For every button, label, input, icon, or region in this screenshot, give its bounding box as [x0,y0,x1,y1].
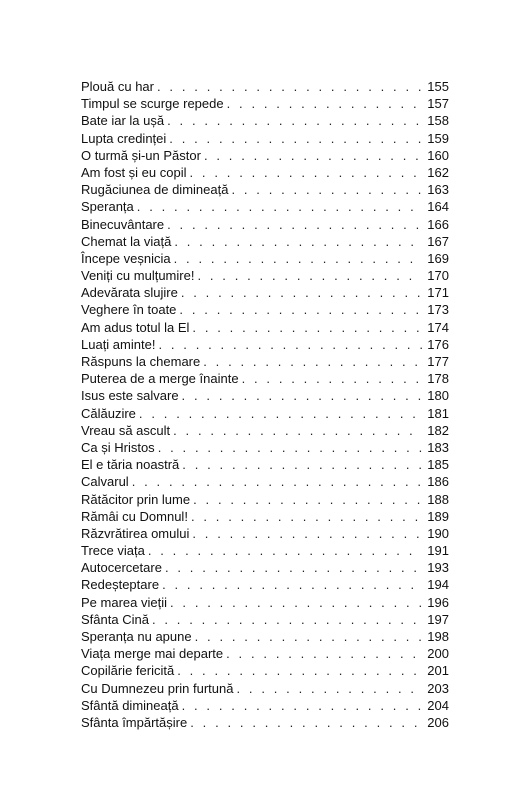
toc-entry-page-number: 197 [427,611,449,627]
toc-entry-title: Redeșteptare [81,577,160,593]
toc-entry-page-number: 171 [427,285,449,301]
toc-dot-leader [158,439,422,456]
toc-entry-title: Sfânta Cină [81,611,149,627]
toc-entry [81,319,449,336]
toc-dot-leader [192,525,422,542]
toc-dot-leader [231,181,422,198]
toc-entry-title: Pe marea vieții [81,594,167,610]
toc-entry-page-number: 201 [427,663,449,679]
toc-entry-title: Timpul se scurge repede [81,96,224,112]
toc-dot-leader [227,95,422,112]
toc-entry [81,422,449,439]
toc-entry-title: Vreau să ascult [81,422,171,438]
toc-entry [81,662,449,679]
toc-dot-leader [190,714,422,731]
toc-entry-title: Am fost și eu copil [81,164,187,180]
toc-entry-page-number: 206 [427,714,449,730]
toc-dot-leader [181,284,422,301]
toc-entry [81,628,449,645]
toc-entry-title: Răzvrătirea omului [81,525,190,541]
toc-entry-page-number: 177 [427,354,449,369]
toc-entry-page-number: 200 [427,646,449,662]
toc-entry-title: Sfântă dimineață [81,697,179,713]
toc-dot-leader [182,456,422,473]
toc-dot-leader [190,164,423,181]
toc-entry-title: Plouă cu har [81,79,154,94]
toc-entry [81,250,449,267]
toc-dot-leader [132,473,422,490]
toc-dot-leader [193,491,422,508]
toc-entry-page-number: 181 [427,405,449,421]
toc-entry-page-number: 157 [427,96,449,112]
toc-entry-title: Rătăcitor prin lume [81,491,191,507]
toc-dot-leader [195,628,422,645]
toc-entry [81,594,449,611]
toc-dot-leader [236,680,422,697]
toc-entry [81,645,449,662]
toc-entry-page-number: 185 [427,457,449,473]
toc-dot-leader [182,387,422,404]
toc-dot-leader [242,370,422,387]
toc-entry-title: Luați aminte! [81,336,156,352]
toc-entry [81,439,449,456]
toc-dot-leader [158,336,422,353]
toc-entry [81,267,449,284]
toc-dot-leader [167,216,422,233]
toc-entry [81,542,449,559]
toc-entry [81,576,449,593]
toc-entry-page-number: 186 [427,474,449,490]
toc-dot-leader [204,147,422,164]
toc-entry [81,611,449,628]
toc-entry [81,216,449,233]
toc-entry [81,714,449,731]
toc-dot-leader [148,542,422,559]
toc-entry-page-number: 194 [427,577,449,593]
toc-entry [81,164,449,181]
toc-entry-title: Călăuzire [81,405,136,421]
toc-entry-page-number: 196 [427,594,449,610]
toc-entry-page-number: 178 [427,371,449,387]
toc-entry-page-number: 203 [427,680,449,696]
toc-entry-title: Autocercetare [81,560,162,576]
toc-dot-leader [192,319,422,336]
toc-entry [81,559,449,576]
toc-entry-page-number: 163 [427,182,449,198]
toc-entry-title: Speranța [81,199,134,215]
toc-entry [81,405,449,422]
toc-entry-page-number: 170 [427,268,449,284]
toc-entry [81,78,449,95]
toc-entry-page-number: 173 [427,302,449,318]
toc-entry-page-number: 158 [427,113,449,129]
toc-entry [81,473,449,490]
toc-entry-title: Chemat la viață [81,233,172,249]
toc-dot-leader [182,697,422,714]
toc-dot-leader [167,112,422,129]
toc-entry-title: Viața merge mai departe [81,646,224,662]
toc-entry-title: Rămâi cu Domnul! [81,508,188,524]
toc-entry [81,353,449,370]
toc-dot-leader [170,594,422,611]
toc-dot-leader [139,405,422,422]
toc-dot-leader [191,508,422,525]
toc-entry-page-number: 180 [427,388,449,404]
toc-entry-title: Răspuns la chemare [81,354,201,369]
toc-dot-leader [137,198,422,215]
toc-entry-title: Puterea de a merge înainte [81,371,239,387]
toc-dot-leader [157,78,422,95]
table-of-contents [81,78,449,731]
toc-dot-leader [179,301,422,318]
toc-dot-leader [203,353,422,370]
toc-entry-page-number: 160 [427,147,449,163]
toc-entry-title: Copilărie fericită [81,663,175,679]
toc-entry-title: Trece viața [81,543,145,559]
toc-entry-page-number: 193 [427,560,449,576]
toc-entry-title: Începe veșnicia [81,250,171,266]
toc-entry [81,456,449,473]
toc-entry-page-number: 174 [427,319,449,335]
toc-entry-title: Lupta credinței [81,130,167,146]
toc-entry-title: Veniți cu mulțumire! [81,268,195,284]
toc-entry-title: Bate iar la ușă [81,113,165,129]
toc-entry-page-number: 182 [427,422,449,438]
toc-entry-page-number: 191 [427,543,449,559]
toc-entry [81,147,449,164]
toc-entry [81,130,449,147]
toc-entry-page-number: 167 [427,233,449,249]
toc-dot-leader [174,250,422,267]
toc-entry-title: Isus este salvare [81,388,179,404]
toc-entry-page-number: 188 [427,491,449,507]
toc-dot-leader [165,559,422,576]
toc-entry-title: Adevărata slujire [81,285,178,301]
toc-entry-page-number: 176 [427,336,449,352]
toc-dot-leader [162,576,422,593]
toc-entry-title: Cu Dumnezeu prin furtună [81,680,234,696]
toc-entry-page-number: 155 [427,79,449,94]
toc-entry [81,181,449,198]
toc-dot-leader [177,662,422,679]
toc-entry-title: Veghere în toate [81,302,177,318]
toc-dot-leader [173,422,422,439]
toc-dot-leader [174,233,422,250]
toc-entry [81,198,449,215]
toc-entry-page-number: 189 [427,508,449,524]
toc-entry-title: Calvarul [81,474,129,490]
toc-entry [81,336,449,353]
toc-entry [81,387,449,404]
toc-entry-page-number: 204 [427,697,449,713]
toc-entry [81,680,449,697]
toc-entry [81,95,449,112]
toc-entry [81,525,449,542]
toc-dot-leader [152,611,422,628]
toc-entry-title: Sfânta împărtășire [81,714,188,730]
toc-dot-leader [169,130,422,147]
toc-entry-title: Speranța nu apune [81,629,192,644]
toc-entry [81,508,449,525]
toc-entry [81,112,449,129]
toc-entry-title: Ca și Hristos [81,439,155,455]
toc-entry-page-number: 166 [427,216,449,232]
toc-entry [81,301,449,318]
toc-entry-page-number: 183 [427,439,449,455]
toc-entry [81,370,449,387]
toc-entry-page-number: 164 [427,199,449,215]
toc-dot-leader [226,645,422,662]
toc-entry-page-number: 190 [427,525,449,541]
toc-entry [81,697,449,714]
toc-entry-page-number: 198 [427,629,449,644]
toc-entry-title: Am adus totul la El [81,319,190,335]
toc-entry [81,491,449,508]
toc-entry-title: Binecuvântare [81,216,165,232]
toc-entry-page-number: 159 [427,130,449,146]
toc-entry [81,233,449,250]
toc-entry-page-number: 162 [427,164,449,180]
toc-entry [81,284,449,301]
toc-entry-title: Rugăciunea de dimineață [81,182,229,198]
toc-entry-title: El e tăria noastră [81,457,180,473]
toc-dot-leader [197,267,422,284]
toc-entry-page-number: 169 [427,250,449,266]
toc-entry-title: O turmă și-un Păstor [81,147,201,163]
